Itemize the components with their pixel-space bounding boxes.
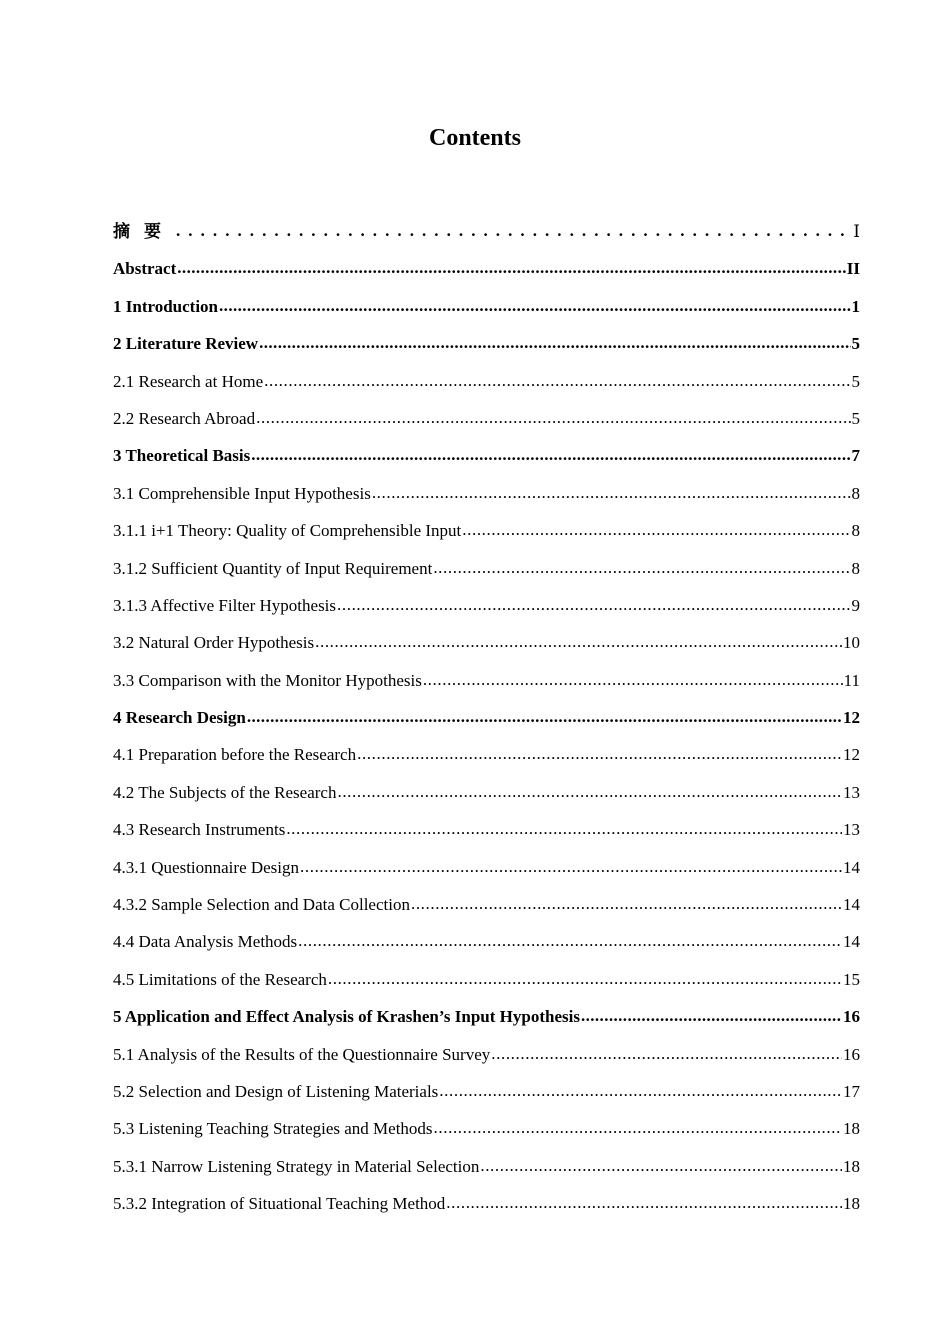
dot-leader	[251, 439, 850, 471]
toc-entry-title: 4.1 Preparation before the Research	[113, 745, 357, 765]
toc-entry-title: 3.1.3 Affective Filter Hypothesis	[113, 595, 337, 615]
dot-leader	[247, 701, 842, 733]
toc-entry-title: 5 Application and Effect Analysis of Krashen’s Input Hypothesis	[113, 1007, 580, 1027]
dot-leader	[462, 514, 850, 546]
toc-entry-research-abroad[interactable]	[113, 403, 860, 440]
toc-entry-listening-materials[interactable]	[113, 1076, 860, 1113]
dot-leader	[439, 1075, 842, 1107]
toc-entry-title: 3 Theoretical Basis	[113, 446, 251, 466]
toc-entry-title: 5.3.2 Integration of Situational Teaching Method	[113, 1194, 446, 1214]
dot-leader	[337, 589, 850, 621]
toc-entry-title: 5.1 Analysis of the Results of the Questionnaire Survey	[113, 1044, 491, 1064]
dot-leader	[259, 327, 850, 359]
toc-entry-title: 摘要	[113, 222, 175, 242]
dot-leader	[480, 1150, 842, 1182]
dot-leader	[177, 252, 846, 284]
toc-entry-i-plus-one-theory[interactable]	[113, 515, 860, 552]
toc-entry-title: 4.4 Data Analysis Methods	[113, 932, 298, 952]
dot-leader	[256, 402, 850, 434]
dot-leader	[286, 813, 842, 845]
toc-entry-title: 3.2 Natural Order Hypothesis	[113, 633, 315, 653]
toc-page-number: 14	[843, 857, 860, 877]
toc-entry-research-instruments[interactable]	[113, 814, 860, 851]
toc-entry-monitor-hypothesis[interactable]	[113, 665, 860, 702]
toc-page-number: 7	[851, 446, 860, 466]
toc-entry-title: 4.3 Research Instruments	[113, 820, 286, 840]
toc-page-number: 10	[843, 633, 860, 653]
toc-entry-comprehensible-input[interactable]	[113, 478, 860, 515]
toc-page-number: II	[846, 259, 860, 279]
toc-page-number: Ⅰ	[853, 222, 860, 242]
toc-entry-sufficient-quantity[interactable]	[113, 553, 860, 590]
dot-leader	[433, 552, 850, 584]
dot-leader	[300, 851, 842, 883]
toc-page-number: 11	[843, 670, 860, 690]
toc-page-number: 17	[843, 1081, 860, 1101]
toc-entry-subjects[interactable]	[113, 777, 860, 814]
toc-entry-situational-teaching[interactable]	[113, 1188, 860, 1225]
toc-entry-introduction[interactable]	[113, 291, 860, 328]
toc-entry-teaching-strategies[interactable]	[113, 1113, 860, 1150]
dot-leader	[423, 664, 843, 696]
toc-page-number: 5	[851, 371, 860, 391]
toc-page-number: 14	[843, 932, 860, 952]
toc-entry-application-analysis[interactable]	[113, 1001, 860, 1038]
toc-entry-limitations[interactable]	[113, 964, 860, 1001]
toc-entry-title: 5.3 Listening Teaching Strategies and Methods	[113, 1119, 433, 1139]
toc-entry-data-analysis[interactable]	[113, 926, 860, 963]
toc-page-number: 18	[843, 1119, 860, 1139]
toc-page-number: 8	[851, 521, 860, 541]
dot-leader	[328, 963, 842, 995]
dot-leader	[446, 1187, 842, 1219]
toc-entry-title: 3.3 Comparison with the Monitor Hypothesis	[113, 670, 422, 690]
toc-page-number: 16	[843, 1007, 860, 1027]
toc-entry-title: 5.3.1 Narrow Listening Strategy in Material Selection	[113, 1156, 480, 1176]
toc-page-number: 9	[851, 595, 860, 615]
toc-page-number: 12	[843, 745, 860, 765]
toc-entry-title: 2.2 Research Abroad	[113, 408, 256, 428]
toc-page-number: 18	[843, 1194, 860, 1214]
toc-page-number: 5	[851, 408, 860, 428]
toc-entry-title: 4.3.2 Sample Selection and Data Collection	[113, 895, 410, 915]
toc-entry-title: 4.2 The Subjects of the Research	[113, 782, 337, 802]
toc-entry-title: 2.1 Research at Home	[113, 371, 264, 391]
toc-page-number: 5	[851, 334, 860, 354]
toc-page-number: 15	[843, 969, 860, 989]
dot-leader	[264, 365, 850, 397]
toc-page-number: 8	[851, 558, 860, 578]
toc-page-number: 8	[851, 483, 860, 503]
toc-entry-questionnaire-results[interactable]	[113, 1039, 860, 1076]
dot-leader	[219, 290, 850, 322]
dot-leader	[411, 888, 842, 920]
toc-entry-title: 4 Research Design	[113, 708, 246, 728]
toc-entry-research-design[interactable]	[113, 702, 860, 739]
toc-entry-title: 3.1.2 Sufficient Quantity of Input Requirement	[113, 558, 433, 578]
toc-entry-title: 4.5 Limitations of the Research	[113, 969, 327, 989]
dot-leader	[372, 477, 851, 509]
dot-leader	[298, 925, 842, 957]
toc-entry-questionnaire-design[interactable]	[113, 852, 860, 889]
toc-page-number: 18	[843, 1156, 860, 1176]
toc-entry-literature-review[interactable]	[113, 328, 860, 365]
toc-page-number: 13	[843, 820, 860, 840]
toc-entry-preparation[interactable]	[113, 739, 860, 776]
toc-entry-research-at-home[interactable]	[113, 366, 860, 403]
dot-leader	[581, 1000, 842, 1032]
toc-entry-narrow-listening[interactable]	[113, 1151, 860, 1188]
toc-page-number: 13	[843, 782, 860, 802]
toc-entry-title: 3.1.1 i+1 Theory: Quality of Comprehensible Input	[113, 521, 462, 541]
toc-entry-abstract[interactable]	[113, 253, 860, 290]
toc-entry-chinese-abstract[interactable]	[113, 216, 860, 253]
toc-entry-theoretical-basis[interactable]	[113, 440, 860, 477]
toc-entry-sample-selection[interactable]	[113, 889, 860, 926]
dot-leader	[491, 1038, 842, 1070]
page-title: Contents	[428, 125, 521, 151]
toc-page-number: 16	[843, 1044, 860, 1064]
toc-page-number: 12	[843, 708, 860, 728]
toc-entry-natural-order[interactable]	[113, 627, 860, 664]
dot-leader	[434, 1112, 842, 1144]
toc-page-number: 1	[851, 296, 860, 316]
toc-entry-title: 4.3.1 Questionnaire Design	[113, 857, 300, 877]
dot-leader	[176, 215, 852, 247]
toc-entry-title: 2 Literature Review	[113, 334, 259, 354]
toc-page-number: 14	[843, 895, 860, 915]
table-of-contents	[113, 216, 860, 1226]
toc-entry-title: 3.1 Comprehensible Input Hypothesis	[113, 483, 371, 503]
dot-leader	[357, 738, 842, 770]
toc-entry-title: Abstract	[113, 259, 177, 279]
toc-entry-affective-filter[interactable]	[113, 590, 860, 627]
dot-leader	[337, 776, 842, 808]
dot-leader	[315, 626, 842, 658]
toc-entry-title: 5.2 Selection and Design of Listening Materials	[113, 1081, 439, 1101]
toc-entry-title: 1 Introduction	[113, 296, 219, 316]
